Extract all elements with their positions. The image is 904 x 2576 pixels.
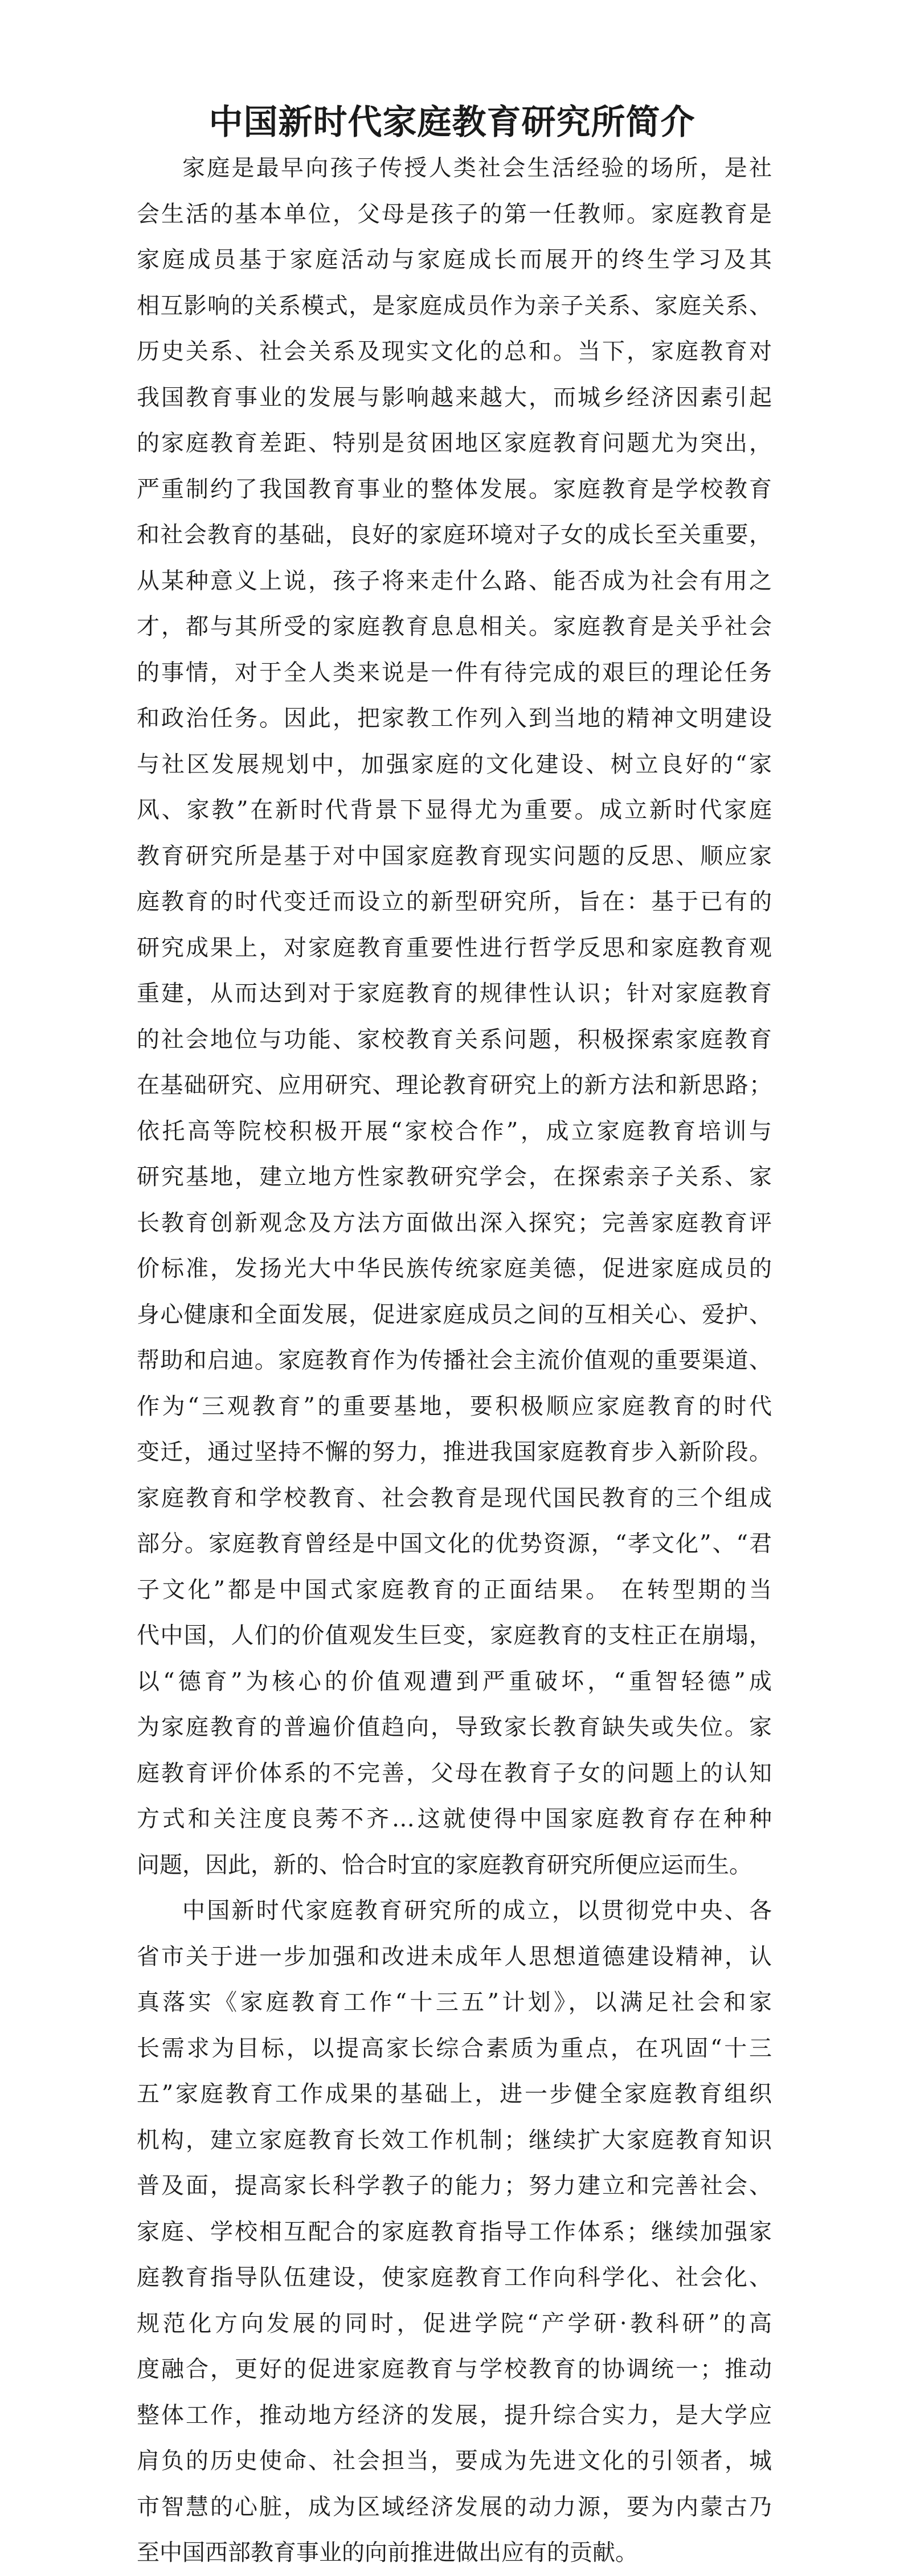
paragraph-2-line: 至中国西部教育事业的向前推进做出应有的贡献。 — [137, 2540, 638, 2566]
paragraph-2-line: 省市关于进一步加强和改进未成年人思想道德建设精神，认 — [137, 1943, 772, 1970]
paragraph-1-line: 作为“三观教育”的重要基地，要积极顺应家庭教育的时代 — [137, 1393, 772, 1420]
paragraph-1-line: 部分。家庭教育曾经是中国文化的优势资源，“孝文化”、“君 — [137, 1531, 772, 1557]
paragraph-1-line: 身心健康和全面发展，促进家庭成员之间的互相关心、爱护、 — [137, 1301, 772, 1328]
paragraph-1-line: 依托高等院校积极开展“家校合作”，成立家庭教育培训与 — [137, 1118, 772, 1144]
paragraph-1-line: 和社会教育的基础，良好的家庭环境对子女的成长至关重要， — [137, 522, 772, 548]
document-body — [137, 145, 772, 2576]
paragraph-1-line: 严重制约了我国教育事业的整体发展。家庭教育是学校教育 — [137, 476, 772, 502]
paragraph-1-line: 长教育创新观念及方法方面做出深入探究；完善家庭教育评 — [137, 1209, 772, 1236]
paragraph-2-line: 庭教育指导队伍建设，使家庭教育工作向科学化、社会化、 — [137, 2264, 772, 2291]
paragraph-2-line: 市智慧的心脏，成为区域经济发展的动力源，要为内蒙古乃 — [137, 2493, 772, 2520]
paragraph-1-line: 价标准，发扬光大中华民族传统家庭美德，促进家庭成员的 — [137, 1256, 772, 1282]
paragraph-1-line: 教育研究所是基于对中国家庭教育现实问题的反思、顺应家 — [137, 843, 772, 869]
paragraph-2-line: 普及面，提高家长科学教子的能力；努力建立和完善社会、 — [137, 2173, 772, 2199]
paragraph-2-line: 度融合，更好的促进家庭教育与学校教育的协调统一；推动 — [137, 2356, 772, 2382]
paragraph-1-line: 会生活的基本单位，父母是孩子的第一任教师。家庭教育是 — [137, 201, 772, 227]
paragraph-1-line: 问题，因此，新的、恰合时宜的家庭教育研究所便应运而生。 — [137, 1851, 752, 1878]
paragraph-2-line: 整体工作，推动地方经济的发展，提升综合实力，是大学应 — [137, 2402, 772, 2428]
paragraph-1-line: 子文化”都是中国式家庭教育的正面结果。 在转型期的当 — [137, 1576, 772, 1603]
paragraph-1-line: 家庭成员基于家庭活动与家庭成长而展开的终生学习及其 — [137, 247, 772, 273]
paragraph-1-line: 家庭是最早向孩子传授人类社会生活经验的场所，是社 — [182, 155, 772, 181]
paragraph-1-line: 与社区发展规划中，加强家庭的文化建设、树立良好的“家 — [137, 751, 772, 778]
paragraph-1-line: 以“德育”为核心的价值观遭到严重破坏，“重智轻德”成 — [137, 1668, 772, 1695]
paragraph-1-line: 帮助和启迪。家庭教育作为传播社会主流价值观的重要渠道、 — [137, 1347, 772, 1373]
paragraph-1-line: 研究基地，建立地方性家教研究学会，在探索亲子关系、家 — [137, 1164, 772, 1190]
paragraph-1-line: 的家庭教育差距、特别是贫困地区家庭教育问题尤为突出， — [137, 430, 772, 456]
paragraph-1-line: 我国教育事业的发展与影响越来越大，而城乡经济因素引起 — [137, 384, 772, 411]
paragraph-2-line: 家庭、学校相互配合的家庭教育指导工作体系；继续加强家 — [137, 2218, 772, 2245]
paragraph-2-line: 真落实《家庭教育工作“十三五”计划》，以满足社会和家 — [137, 1989, 772, 2015]
paragraph-2-line: 长需求为目标，以提高家长综合素质为重点，在巩固“十三 — [137, 2035, 772, 2062]
paragraph-2-line: 机构，建立家庭教育长效工作机制；继续扩大家庭教育知识 — [137, 2127, 772, 2153]
paragraph-1-line: 代中国，人们的价值观发生巨变，家庭教育的支柱正在崩塌， — [137, 1622, 772, 1649]
paragraph-1-line: 在基础研究、应用研究、理论教育研究上的新方法和新思路； — [137, 1072, 772, 1098]
paragraph-1-line: 重建，从而达到对于家庭教育的规律性认识；针对家庭教育 — [137, 980, 772, 1007]
paragraph-1-line: 方式和关注度良莠不齐…这就使得中国家庭教育存在种种 — [137, 1806, 772, 1832]
paragraph-1-line: 庭教育的时代变迁而设立的新型研究所，旨在：基于已有的 — [137, 889, 772, 915]
paragraph-1-line: 研究成果上，对家庭教育重要性进行哲学反思和家庭教育观 — [137, 934, 772, 961]
paragraph-1-line: 庭教育评价体系的不完善，父母在教育子女的问题上的认知 — [137, 1760, 772, 1786]
paragraph-1-line: 相互影响的关系模式，是家庭成员作为亲子关系、家庭关系、 — [137, 292, 772, 319]
paragraph-2-line: 中国新时代家庭教育研究所的成立，以贯彻党中央、各 — [182, 1898, 772, 1924]
paragraph-1-line: 的事情，对于全人类来说是一件有待完成的艰巨的理论任务 — [137, 659, 772, 686]
paragraph-1-line: 为家庭教育的普遍价值趋向，导致家长教育缺失或失位。家 — [137, 1714, 772, 1740]
paragraph-1-line: 历史关系、社会关系及现实文化的总和。当下，家庭教育对 — [137, 338, 772, 365]
paragraph-2-line: 规范化方向发展的同时，促进学院“产学研·教科研”的高 — [137, 2310, 772, 2337]
paragraph-1-line: 和政治任务。因此，把家教工作列入到当地的精神文明建设 — [137, 705, 772, 731]
paragraph-1-line: 风、家教”在新时代背景下显得尤为重要。成立新时代家庭 — [137, 797, 772, 823]
paragraph-2-line: 五”家庭教育工作成果的基础上，进一步健全家庭教育组织 — [137, 2081, 772, 2107]
paragraph-1-line: 才，都与其所受的家庭教育息息相关。家庭教育是关乎社会 — [137, 614, 772, 640]
document-title: 中国新时代家庭教育研究所简介 — [208, 103, 696, 142]
paragraph-1-line: 从某种意义上说，孩子将来走什么路、能否成为社会有用之 — [137, 567, 772, 594]
paragraph-1-line: 的社会地位与功能、家校教育关系问题，积极探索家庭教育 — [137, 1026, 772, 1053]
paragraph-1-line: 变迁，通过坚持不懈的努力，推进我国家庭教育步入新阶段。 — [137, 1439, 772, 1465]
paragraph-2-line: 肩负的历史使命、社会担当，要成为先进文化的引领者，城 — [137, 2448, 772, 2474]
paragraph-1-line: 家庭教育和学校教育、社会教育是现代国民教育的三个组成 — [137, 1485, 772, 1511]
